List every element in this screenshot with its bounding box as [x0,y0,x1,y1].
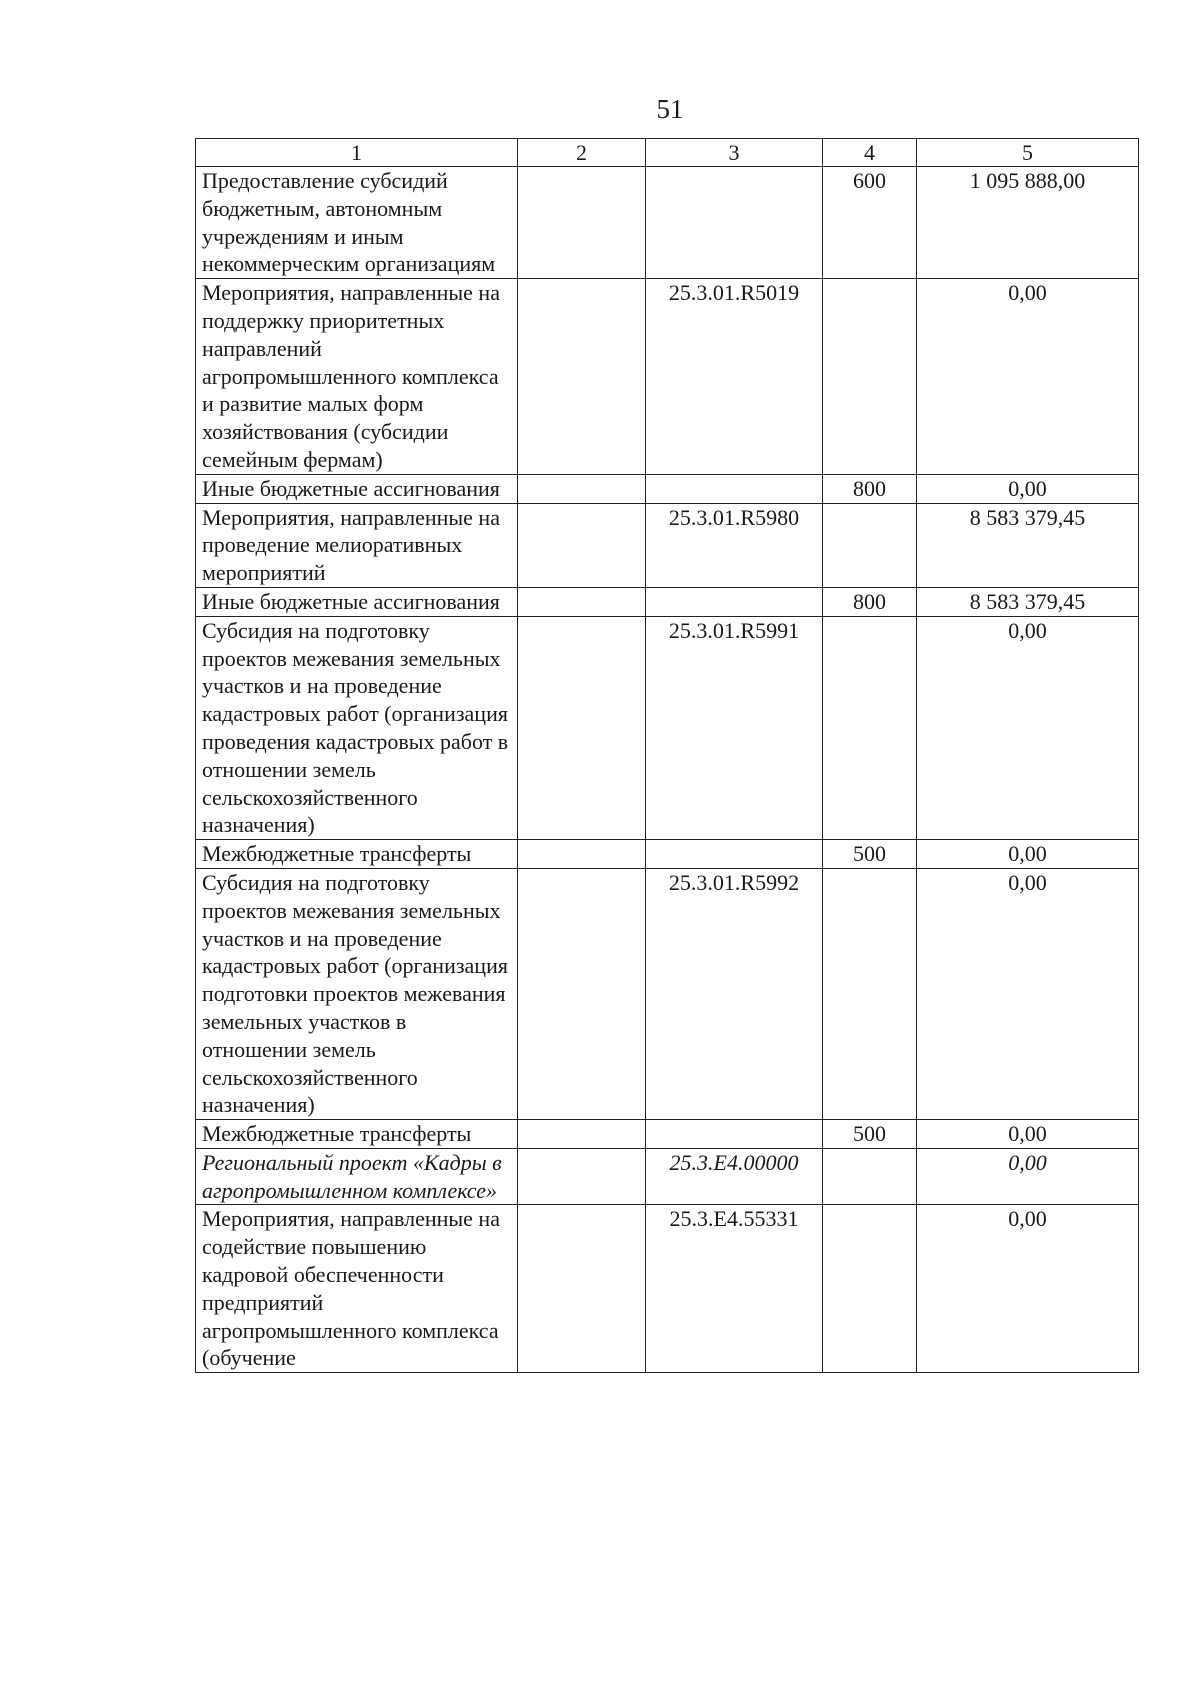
row-name-cell: Предоставление субсидий бюджетным, автономным учреждениям и иным некоммерческим организациям [196,167,518,279]
table-row [196,474,1139,503]
row-amount-cell: 0,00 [917,1148,1139,1205]
row-col2-cell [518,840,646,869]
row-col2-cell [518,167,646,279]
row-code-cell: 25.3.01.R5992 [646,868,823,1119]
row-amount-cell: 0,00 [917,474,1139,503]
row-type-cell: 600 [823,167,917,279]
row-code-cell: 25.3.01.R5019 [646,279,823,475]
table-body [196,167,1139,1373]
table-row [196,1205,1139,1373]
row-amount-cell: 0,00 [917,1120,1139,1149]
row-type-cell: 500 [823,840,917,869]
table-row [196,503,1139,587]
row-type-cell [823,1205,917,1373]
row-amount-cell: 0,00 [917,1205,1139,1373]
row-col2-cell [518,474,646,503]
row-code-cell [646,474,823,503]
column-header-1: 1 [196,139,518,167]
row-col2-cell [518,503,646,587]
row-code-cell: 25.3.01.R5991 [646,616,823,839]
row-amount-cell: 0,00 [917,868,1139,1119]
row-amount-cell: 0,00 [917,616,1139,839]
row-code-cell: 25.3.01.R5980 [646,503,823,587]
row-type-cell: 500 [823,1120,917,1149]
row-amount-cell: 0,00 [917,840,1139,869]
row-col2-cell [518,1148,646,1205]
row-col2-cell [518,1205,646,1373]
row-type-cell [823,1148,917,1205]
table-row [196,616,1139,839]
row-amount-cell: 8 583 379,45 [917,503,1139,587]
row-name-cell: Субсидия на подготовку проектов межевания земельных участков и на проведение кадастровых работ (организация подготовки проектов межевания земельных участков в отношении земель сельскохозяйственного назначения) [196,868,518,1119]
row-amount-cell: 1 095 888,00 [917,167,1139,279]
row-name-cell: Иные бюджетные ассигнования [196,474,518,503]
table-row [196,1148,1139,1205]
column-header-2: 2 [518,139,646,167]
row-name-cell: Субсидия на подготовку проектов межевания земельных участков и на проведение кадастровых работ (организация проведения кадастровых работ в отношении земель сельскохозяйственного назначения) [196,616,518,839]
row-amount-cell: 8 583 379,45 [917,587,1139,616]
table-row [196,840,1139,869]
table-header-row [196,139,1139,167]
table-row [196,868,1139,1119]
column-header-3: 3 [646,139,823,167]
row-col2-cell [518,587,646,616]
row-name-cell: Межбюджетные трансферты [196,1120,518,1149]
row-code-cell [646,167,823,279]
table-row [196,587,1139,616]
page-number: 51 [656,94,684,124]
row-code-cell [646,587,823,616]
row-code-cell [646,840,823,869]
row-name-cell: Региональный проект «Кадры в агропромышленном комплексе» [196,1148,518,1205]
row-col2-cell [518,868,646,1119]
row-name-cell: Иные бюджетные ассигнования [196,587,518,616]
row-type-cell [823,279,917,475]
table-row [196,167,1139,279]
row-type-cell [823,503,917,587]
row-name-cell: Мероприятия, направленные на поддержку приоритетных направлений агропромышленного комплекса и развитие малых форм хозяйствования (субсидии семейным фермам) [196,279,518,475]
row-code-cell: 25.3.E4.55331 [646,1205,823,1373]
table-row [196,279,1139,475]
row-name-cell: Межбюджетные трансферты [196,840,518,869]
row-name-cell: Мероприятия, направленные на проведение мелиоративных мероприятий [196,503,518,587]
row-code-cell [646,1120,823,1149]
row-col2-cell [518,1120,646,1149]
row-type-cell: 800 [823,474,917,503]
row-name-cell: Мероприятия, направленные на содействие повышению кадровой обеспеченности предприятий агропромышленного комплекса (обучение [196,1205,518,1373]
row-type-cell [823,868,917,1119]
row-col2-cell [518,616,646,839]
row-amount-cell: 0,00 [917,279,1139,475]
row-type-cell [823,616,917,839]
row-code-cell: 25.3.E4.00000 [646,1148,823,1205]
column-header-4: 4 [823,139,917,167]
column-header-5: 5 [917,139,1139,167]
budget-table [195,138,1139,1373]
table-row [196,1120,1139,1149]
row-type-cell: 800 [823,587,917,616]
row-col2-cell [518,279,646,475]
